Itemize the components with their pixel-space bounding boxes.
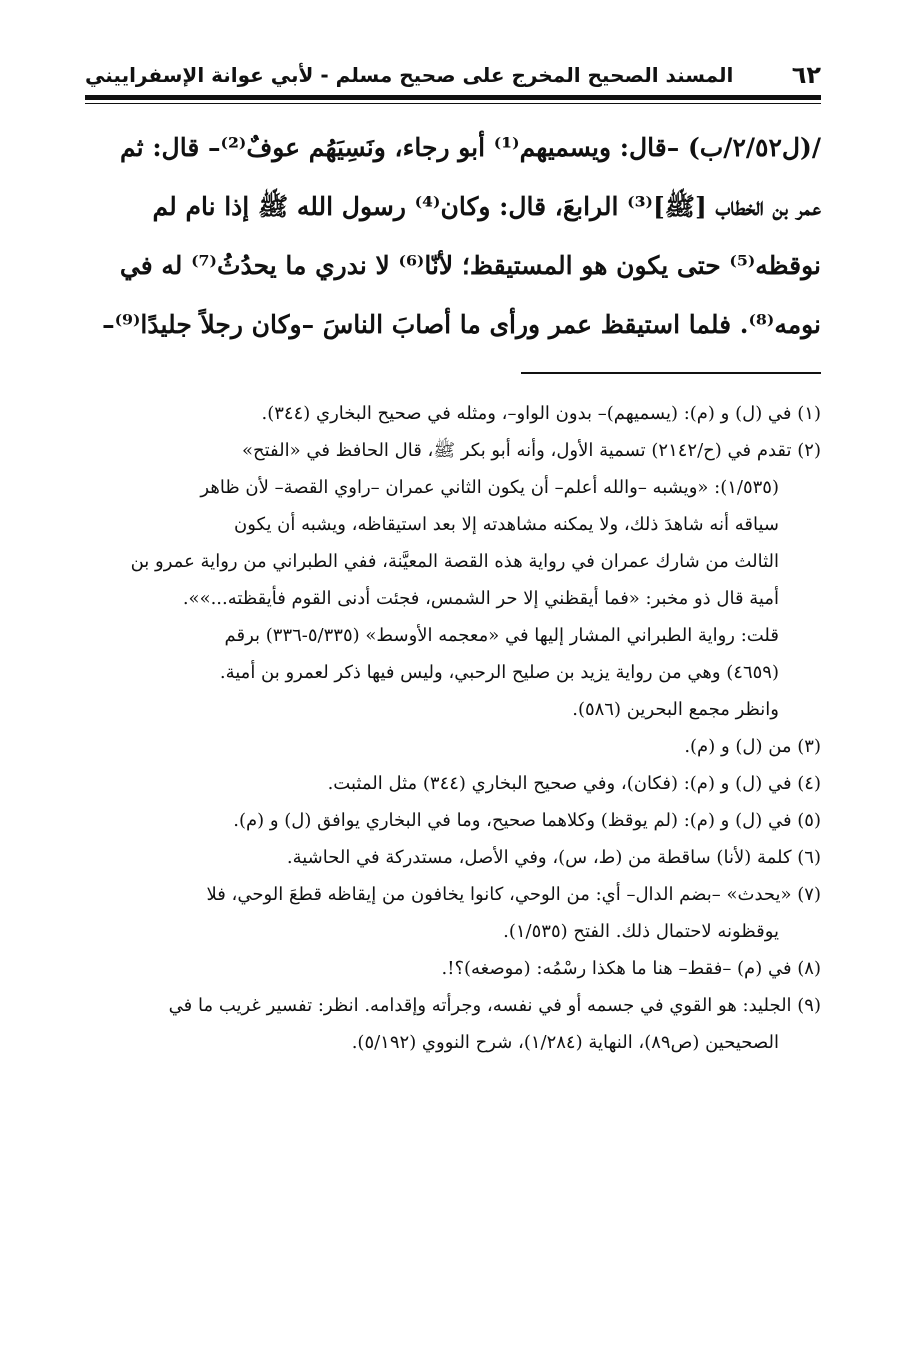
footnote-line: قلت: رواية الطبراني المشار إليها في «معجمه الأوسط» (٥/٣٣٥-٣٣٦) برقم	[224, 625, 779, 646]
footnote-line: يوقظونه لاحتمال ذلك. الفتح (١/٥٣٥).	[503, 921, 779, 942]
footnote-3	[85, 728, 821, 765]
footnote-line: (١/٥٣٥): «ويشبه –والله أعلم– أن يكون الثاني عمران –راوي القصة– لأن ظاهر	[200, 477, 779, 498]
footnote-line: الصحيحين (ص٨٩)، النهاية (١/٢٨٤)، شرح النووي (٥/١٩٢).	[351, 1032, 779, 1053]
page-number: ٦٢	[791, 61, 821, 89]
header-rule	[85, 95, 821, 100]
footnote-line: (١) في (ل) و (م): (يسميهم)– بدون الواو–، ومثله في صحيح البخاري (٣٤٤).	[261, 403, 821, 424]
main-text-line: نوقظه⁽⁵⁾ حتى يكون هو المستيقظ؛ لأنّا⁽⁶⁾ لا ندري ما يحدُثُ⁽⁷⁾ له في	[119, 251, 821, 280]
footnote-2	[85, 432, 821, 728]
footnotes	[85, 395, 821, 1061]
footnote-9	[85, 987, 821, 1061]
footnote-line: (٥) في (ل) و (م): (لم يوقظ) وكلاهما صحيح، وما في البخاري يوافق (ل) و (م).	[233, 810, 821, 831]
footnote-line: الثالث من شارك عمران في رواية هذه القصة المعيَّنة، ففي الطبراني من رواية عمرو بن	[130, 551, 779, 572]
footnote-line: (٩) الجليد: هو القوي في جسمه أو في نفسه، وجرأته وإقدامه. انظر: تفسير غريب ما في	[168, 995, 821, 1016]
footnote-line: أمية قال ذو مخبر: «فما أيقظني إلا حر الشمس، فجئت أدنى القوم فأيقظته...»».	[182, 588, 779, 609]
footnote-line: (٧) «يحدث» –بضم الدال– أي: من الوحي، كانوا يخافون من إيقاظه قطعَ الوحي، فلا	[206, 884, 821, 905]
footnote-line: (٦) كلمة (لأنا) ساقطة من (ط، س)، وفي الأصل، مستدركة في الحاشية.	[286, 847, 821, 868]
footnote-6	[85, 839, 821, 876]
footnote-7	[85, 876, 821, 950]
footnote-line: (٤٦٥٩) وهي من رواية يزيد بن صليح الرحبي، وليس فيها ذكر لعمرو بن أمية.	[219, 662, 779, 683]
header-rule-thin	[85, 103, 821, 104]
footnote-line: سياقه أنه شاهدَ ذلك، ولا يمكنه مشاهدته إلا بعد استيقاظه، ويشبه أن يكون	[233, 514, 779, 535]
footnote-separator	[521, 372, 821, 374]
footnote-5	[85, 802, 821, 839]
footnote-8	[85, 950, 821, 987]
footnote-4	[85, 765, 821, 802]
footnote-line: وانظر مجمع البحرين (٥٨٦).	[572, 699, 779, 720]
footnote-line: (٢) تقدم في (ح/٢١٤٢) تسمية الأول، وأنه أبو بكر ﷺ، قال الحافظ في «الفتح»	[241, 440, 821, 461]
main-text-line: نومه⁽⁸⁾. فلما استيقظ عمر ورأى ما أصابَ الناسَ –وكان رجلاً جليدًا⁽⁹⁾–	[102, 310, 821, 339]
footnote-1	[85, 395, 821, 432]
footnote-line: (٤) في (ل) و (م): (فكان)، وفي صحيح البخاري (٣٤٤) مثل المثبت.	[327, 773, 821, 794]
main-text-line: /(ل٢/٥٢/ب) –قال: ويسميهم⁽¹⁾ أبو رجاء، ونَسِيَهُم عوفٌ⁽²⁾– قال: ثم	[120, 133, 821, 162]
main-text-line: عمر بن الخطاب [ﷺ]⁽³⁾ الرابعَ، قال: وكان⁽⁴⁾ رسول الله ﷺ إذا نام لم	[152, 192, 821, 221]
running-title: المسند الصحيح المخرج على صحيح مسلم - لأبي عوانة الإسفراييني	[85, 63, 734, 87]
page-header	[85, 55, 821, 95]
main-text	[85, 118, 821, 354]
footnote-line: (٨) في (م) –فقط– هنا ما هكذا رسْمُه: (موصغه)؟!.	[441, 958, 821, 979]
footnote-line: (٣) من (ل) و (م).	[684, 736, 821, 757]
